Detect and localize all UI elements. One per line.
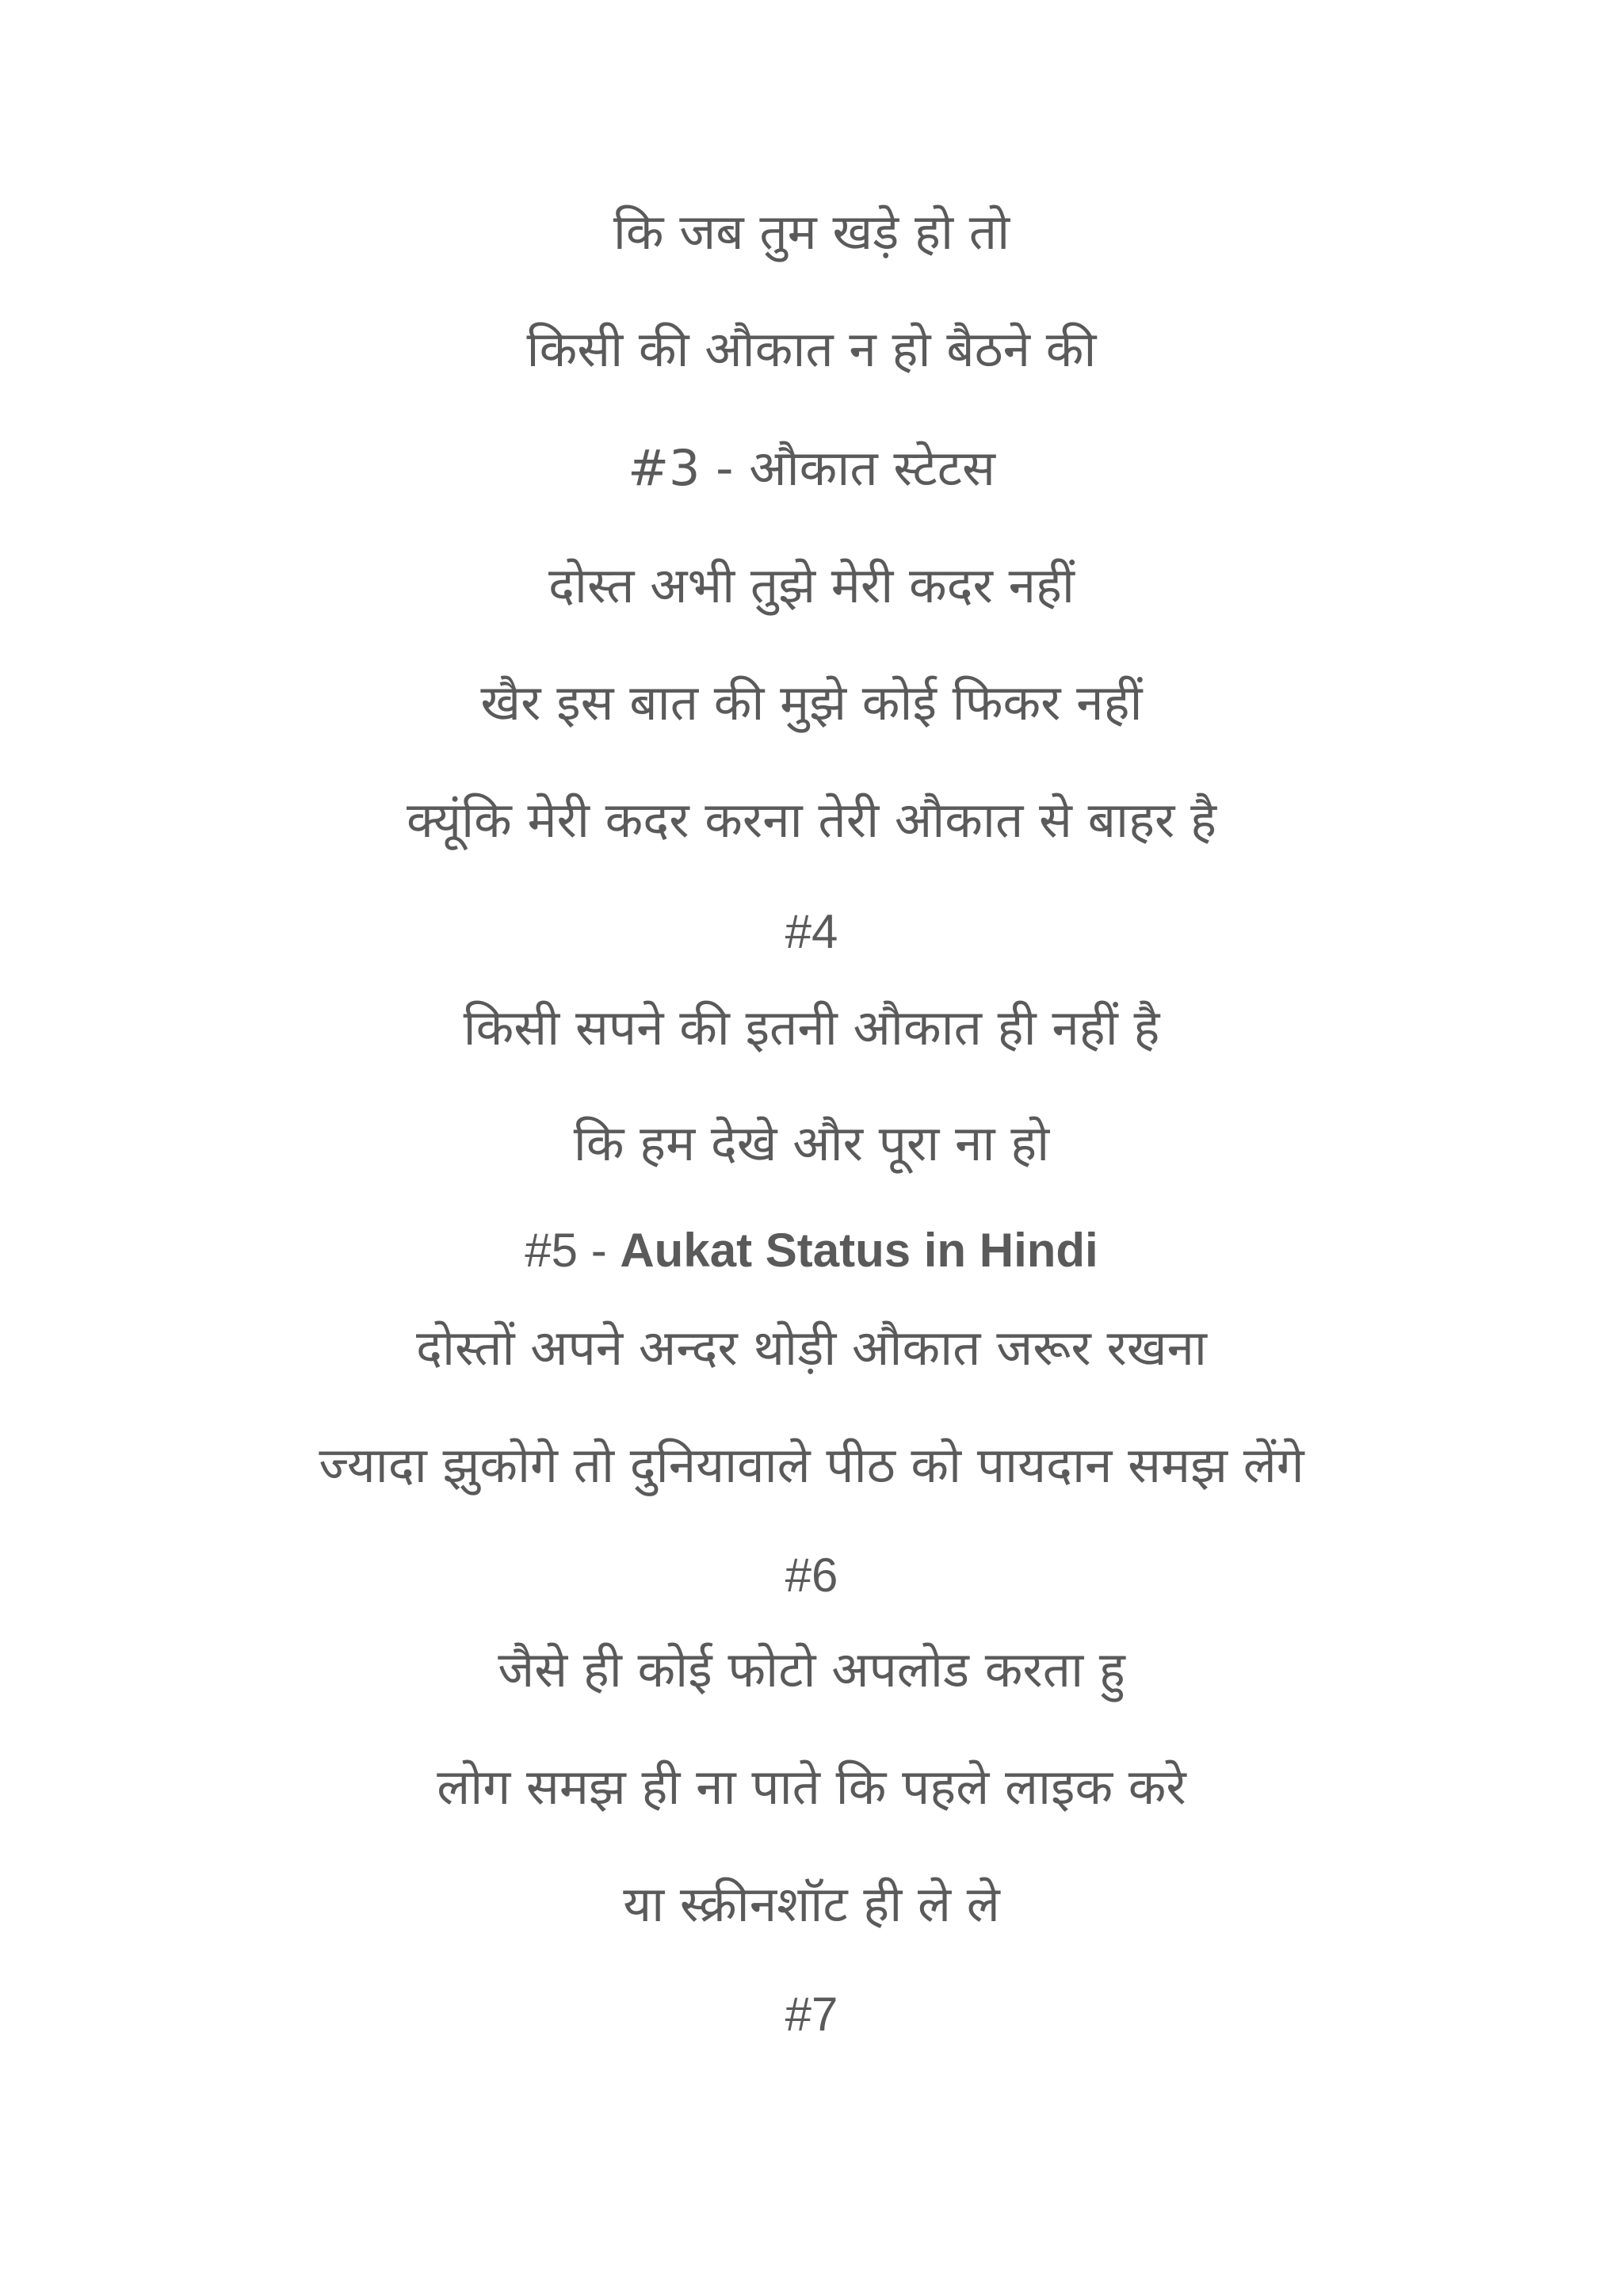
text-line: जैसे ही कोई फोटो अपलोड करता हु: [498, 1641, 1125, 1698]
text-line: कि हम देखे और पूरा ना हो: [573, 1114, 1050, 1172]
text-line: किसी की औकात न हो बैठने की: [526, 320, 1097, 378]
section-heading-3: #3 - औकात स्टेटस: [628, 439, 995, 497]
section-heading-5: [0, 1224, 1623, 1277]
text-line: क्यूंकि मेरी कदर करना तेरी औकात से बाहर है: [406, 791, 1217, 849]
section-marker-4: #4: [785, 905, 838, 958]
text-line: दोस्तों अपने अन्दर थोड़ी औकात जरूर रखना: [416, 1319, 1207, 1377]
text-line: खैर इस बात की मुझे कोई फिकर नहीं: [480, 674, 1143, 732]
text-line: ज्यादा झुकोगे तो दुनियावाले पीठ को पायदान समझ लेंगे: [319, 1436, 1304, 1494]
heading-title: Aukat Status in Hindi: [620, 1224, 1098, 1277]
section-marker-6: #6: [785, 1549, 838, 1602]
text-line: कि जब तुम खड़े हो तो: [613, 203, 1010, 261]
text-line: या स्क्रीनशॉट ही ले ले: [623, 1875, 1000, 1933]
section-marker-7: #7: [785, 1988, 838, 2041]
heading-prefix: #5 -: [525, 1224, 621, 1277]
text-line: किसी सपने की इतनी औकात ही नहीं है: [463, 999, 1160, 1056]
text-line: लोग समझ ही ना पाते कि पहले लाइक करे: [437, 1758, 1186, 1816]
text-line: दोस्त अभी तुझे मेरी कदर नहीं: [548, 556, 1075, 614]
